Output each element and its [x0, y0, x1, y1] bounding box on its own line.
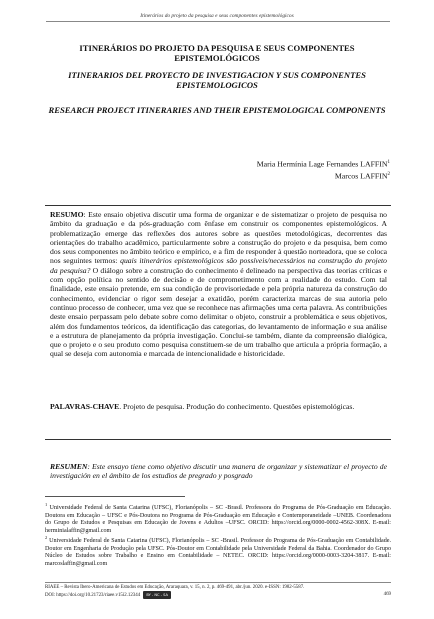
keywords-paragraph	[50, 402, 387, 411]
page-footer	[45, 585, 391, 600]
footer-rule	[45, 582, 391, 583]
footnote-separator	[45, 496, 185, 497]
authors-block	[257, 158, 390, 182]
resumo-guiding-question: quais itinerários epistemológicos são possíveis/necessários na construção do projeto da pesquisa?	[50, 256, 387, 275]
resumo-text-2: O diálogo sobre a construção do conhecimento é delineado na perspectiva das teorias críticas e com opção política no sentido de decisão e de comprometimento com a realidade do estudo. Com tal finalidade, este ensaio pretende, em sua condição de provisoriedade e pela própria natureza da construção do conhecimento, evidenciar o rigor sem desejar a exatidão, porém caracteriza marcas de sua autoria pelo contínuo processo de conhecer, uma vez que se reconhece nas afirmações uma certa palavra. As contribuições deste ensaio perpassam pelo debate sobre como delimitar o objeto, construir a problemática e seus objetivos, além dos fundamentos teóricos, da identificação das categorias, do levantamento de informação e sua análise e a estrutura de planejamento da própria investigação. Conclui-se também, diante da compreensão dialógica, que o projeto e o seu produto como pesquisa constituem-se de um trabalho que articula a própria formação, a qual se deseja com autonomia e marcada de intencionalidade e historicidade.	[50, 265, 387, 359]
resumo-label: RESUMO	[50, 210, 84, 219]
resumo-text-1: : Este ensaio objetiva discutir uma forma de organizar e de sistematizar o projeto de pesquisa no âmbito da graduação e da pós-graduação com ênfase em construir os componentes epistemológicos. A problematização emerge das reflexões dos autores sobre as questões metodológicas, decorrentes das orientações do trabalho acadêmico, particularmente sobre a construção do projeto e da pesquisa, bem como dos seus componentes no âmbito teórico e empírico, e a fim de responder à questão norteadora, que se coloca nos seguintes termos:	[50, 210, 387, 266]
title-spanish: ITINERARIOS DEL PROYECTO DE INVESTIGACION Y SUS COMPONENTES EPISTEMOLOGICOS	[68, 70, 366, 91]
author-1: Maria Hermínia Lage Fernandes LAFFIN$^1$	[256, 159, 390, 169]
footnote-mark-1: 1	[387, 160, 390, 165]
cc-license-badge[interactable]: BY - NC - SA	[143, 591, 171, 599]
doi-link[interactable]: DOI: https://doi.org/10.21723/riaee.v15i2.12344	[45, 593, 141, 599]
footnote-mark-2: 2	[387, 171, 390, 177]
title-english: RESEARCH PROJECT ITINERARIES AND THEIR EPISTEMOLOGICAL COMPONENTS	[48, 105, 386, 115]
resumen-paragraph	[50, 462, 387, 481]
header-rule	[46, 21, 390, 22]
resumo-paragraph	[50, 210, 387, 359]
keywords-label: PALAVRAS-CHAVE	[50, 402, 120, 411]
resumen-label: RESUMEN	[50, 462, 88, 471]
keywords-text: . Projeto de pesquisa. Produção do conhecimento. Questões epistemológicas.	[119, 402, 355, 411]
resumen-text: : Este ensayo tiene como objetivo discutir una manera de organizar y sistematizar el proyecto de investigación en el ámbito de los estudios de pregrado y posgrado	[50, 462, 387, 481]
title-portuguese: ITINERÁRIOS DO PROJETO DA PESQUISA E SEUS COMPONENTES EPISTEMOLÓGICOS	[79, 43, 355, 64]
footnote-2: $^2$ Universidade Federal de Santa Catarina (UFSC), Florianópolis – SC -Brasil. Professor do Programa de Pós-Graduação em Contabilidade. Doutor em Engenharia de Produção pela UFSC. Pós-Doutor em Contabilidade pela Universidade Federal da Bahia. Coordenador do Grupo Núcleo de Estudos sobre Trabalho e Ensino em Contabilidade – NETEC. ORCID: https://orcid.org/0000-0003-3204-3817. E-mail: marcoslaffin@gmail.com	[45, 535, 391, 567]
footnote-1: $^1$ Universidade Federal de Santa Catarina (UFSC), Florianópolis – SC -Brasil. Professora do Programa de Pós-Graduação em Educação. Doutora em Educação – UFSC e Pós-Doutora no Programa de Pós-Graduação em Educação e Contemporaneidade –UNEB. Coordenadora do Grupo de Estudos e Pesquisas em Educação de Jovens e Adultos –UFSC. ORCID: https://orcid.org/0000-0002-4562-308X. E-mail: herminialaffin@gmail.com	[45, 502, 391, 534]
page-number: 469	[383, 592, 391, 598]
journal-citation: RIAEE – Revista Ibero-Americana de Estudos em Educação, Araraquara, v. 15, n. 2, p. 469-491, abr./jun. 2020. e-ISSN: 1982-5587.	[45, 585, 305, 590]
author-2: Marcos LAFFIN$^2$	[334, 171, 390, 181]
doi-line	[45, 591, 171, 600]
running-head: Itinerários do projeto da pesquisa e seus componentes epistemológicos	[140, 13, 294, 19]
